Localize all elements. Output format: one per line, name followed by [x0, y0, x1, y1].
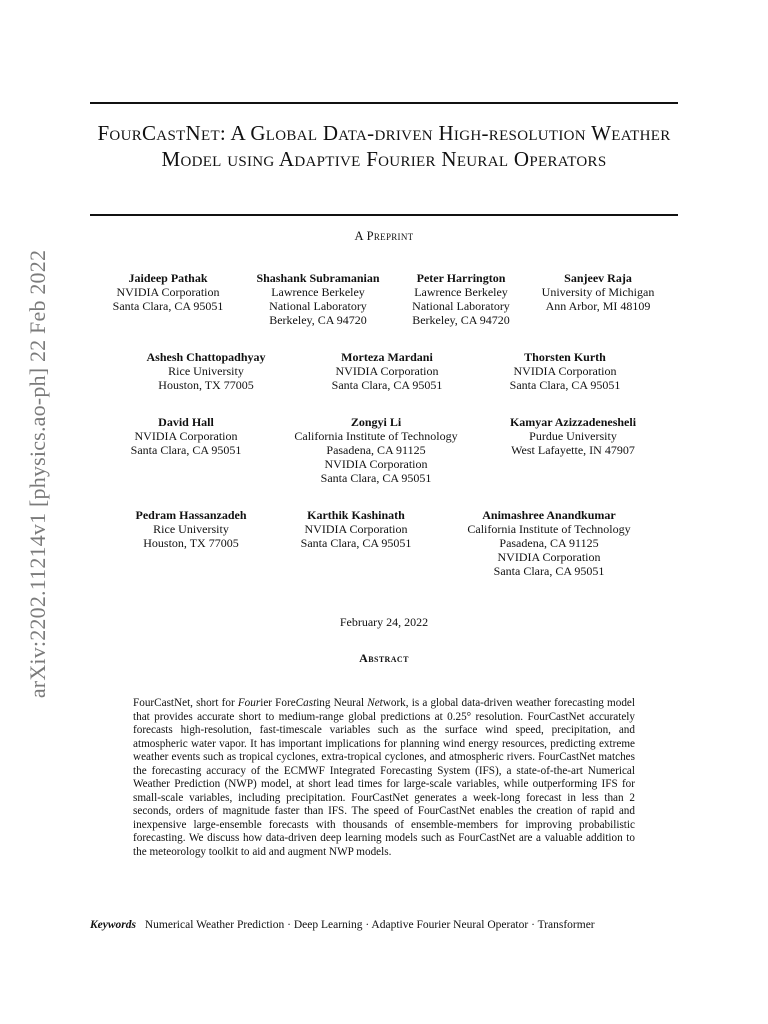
author-address: Berkeley, CA 94720 — [269, 313, 367, 327]
author-block — [113, 271, 224, 313]
author-address: Santa Clara, CA 95051 — [493, 564, 605, 578]
author-block — [510, 350, 621, 392]
author-affiliation: NVIDIA Corporation — [116, 285, 220, 299]
publication-date: February 24, 2022 — [339, 615, 429, 629]
author-affiliation: National Laboratory — [269, 299, 367, 313]
author-address: Ann Arbor, MI 48109 — [545, 299, 651, 313]
author-affiliation: National Laboratory — [412, 299, 510, 313]
author-name: Shashank Subramanian — [256, 271, 380, 285]
author-block — [131, 415, 242, 457]
abstract-emphasis: Cast — [295, 697, 317, 709]
author-block — [301, 508, 412, 550]
author-affiliation: NVIDIA Corporation — [324, 457, 428, 471]
author-affiliation: Rice University — [168, 364, 244, 378]
abstract-body-text: work, is a global data-driven weather forecasting model that provides accurate short to medium-range global predictions at 0.25° resolution. FourCastNet accurately forecasts high-resolution, fast-timescale variables such as the surface wind speed, precipitation, and atmospheric water vapor. It has important implications for planning wind energy resources, predicting extreme weather events such as tropical cyclones, extra-tropical cyclones, and atmospheric rivers. FourCastNet matches the forecasting accuracy of the ECMWF Integrated Forecasting System (IFS), a state-of-the-art Numerical Weather Prediction (NWP) model, at short lead times for large-scale variables, while outperforming IFS for small-scale variables, including precipitation. FourCastNet generates a week-long forecast in less than 2 seconds, orders of magnitude faster than IFS. The speed of FourCastNet enables the creation of rapid and inexpensive large-ensemble forecasts with thousands of ensemble-members for improving probabilistic forecasting. We discuss how data-driven deep learning models such as FourCastNet are a valuable addition to the meteorology toolkit to aid and augment NWP models. — [133, 697, 635, 858]
abstract-intro: FourCastNet, short for — [133, 697, 238, 709]
preprint-label: A Preprint — [354, 229, 414, 243]
author-block — [412, 271, 510, 327]
author-address: Santa Clara, CA 95051 — [320, 471, 432, 485]
author-address: Houston, TX 77005 — [143, 536, 239, 550]
abstract-intro: ier Fore — [260, 697, 296, 709]
author-block — [542, 271, 655, 313]
author-affiliation: NVIDIA Corporation — [497, 550, 601, 564]
author-address: Santa Clara, CA 95051 — [331, 378, 443, 392]
keywords-label: Keywords — [90, 919, 136, 931]
author-block — [136, 508, 247, 550]
author-address: Santa Clara, CA 95051 — [300, 536, 412, 550]
author-block — [332, 350, 443, 392]
title-top-rule — [90, 102, 678, 104]
author-name: Peter Harrington — [416, 271, 506, 285]
abstract-emphasis: Four — [237, 697, 261, 709]
keywords-list: Numerical Weather Prediction · Deep Learning · Adaptive Fourier Neural Operator · Transformer — [144, 919, 595, 931]
author-name: Zongyi Li — [350, 415, 402, 429]
abstract-intro: ing Neural — [316, 697, 368, 709]
author-affiliation: Lawrence Berkeley — [271, 285, 365, 299]
author-block — [510, 415, 636, 457]
paper-title: FourCastNet: A Global Data-driven High-resolution Weather Model using Adaptive Fourier Neural Operators — [97, 121, 671, 171]
author-name: Karthik Kashinath — [307, 508, 405, 522]
author-affiliation: NVIDIA Corporation — [134, 429, 238, 443]
author-affiliation: Lawrence Berkeley — [414, 285, 508, 299]
author-address: Pasadena, CA 91125 — [326, 443, 426, 457]
author-affiliation: NVIDIA Corporation — [513, 364, 617, 378]
author-name: Morteza Mardani — [341, 350, 433, 364]
author-affiliation: Purdue University — [529, 429, 617, 443]
keywords-line — [90, 919, 690, 931]
abstract-emphasis: Net — [367, 697, 383, 709]
author-affiliation: NVIDIA Corporation — [335, 364, 439, 378]
author-name: David Hall — [158, 415, 214, 429]
author-block — [294, 415, 457, 485]
author-name: Pedram Hassanzadeh — [135, 508, 247, 522]
author-affiliation: Rice University — [153, 522, 229, 536]
author-address: Santa Clara, CA 95051 — [130, 443, 242, 457]
author-name: Sanjeev Raja — [564, 271, 632, 285]
author-address: West Lafayette, IN 47907 — [511, 443, 635, 457]
abstract-heading: Abstract — [359, 651, 409, 665]
author-affiliation: University of Michigan — [541, 285, 655, 299]
author-address: Berkeley, CA 94720 — [412, 313, 510, 327]
author-affiliation: California Institute of Technology — [467, 522, 631, 536]
author-block — [146, 350, 265, 392]
author-name: Kamyar Azizzadenesheli — [509, 415, 637, 429]
author-name: Thorsten Kurth — [524, 350, 606, 364]
title-bottom-rule — [90, 214, 678, 216]
author-address: Santa Clara, CA 95051 — [509, 378, 621, 392]
author-address: Pasadena, CA 91125 — [499, 536, 599, 550]
abstract-text — [133, 697, 635, 859]
author-name: Animashree Anandkumar — [482, 508, 616, 522]
author-block — [256, 271, 379, 327]
arxiv-identifier: arXiv:2202.11214v1 [physics.ao-ph] 22 Feb 2022 — [25, 249, 50, 699]
author-affiliation: NVIDIA Corporation — [304, 522, 408, 536]
author-address: Houston, TX 77005 — [158, 378, 254, 392]
author-affiliation: California Institute of Technology — [294, 429, 458, 443]
author-address: Santa Clara, CA 95051 — [112, 299, 224, 313]
author-block — [467, 508, 630, 578]
author-name: Jaideep Pathak — [128, 271, 208, 285]
author-name: Ashesh Chattopadhyay — [146, 350, 266, 364]
